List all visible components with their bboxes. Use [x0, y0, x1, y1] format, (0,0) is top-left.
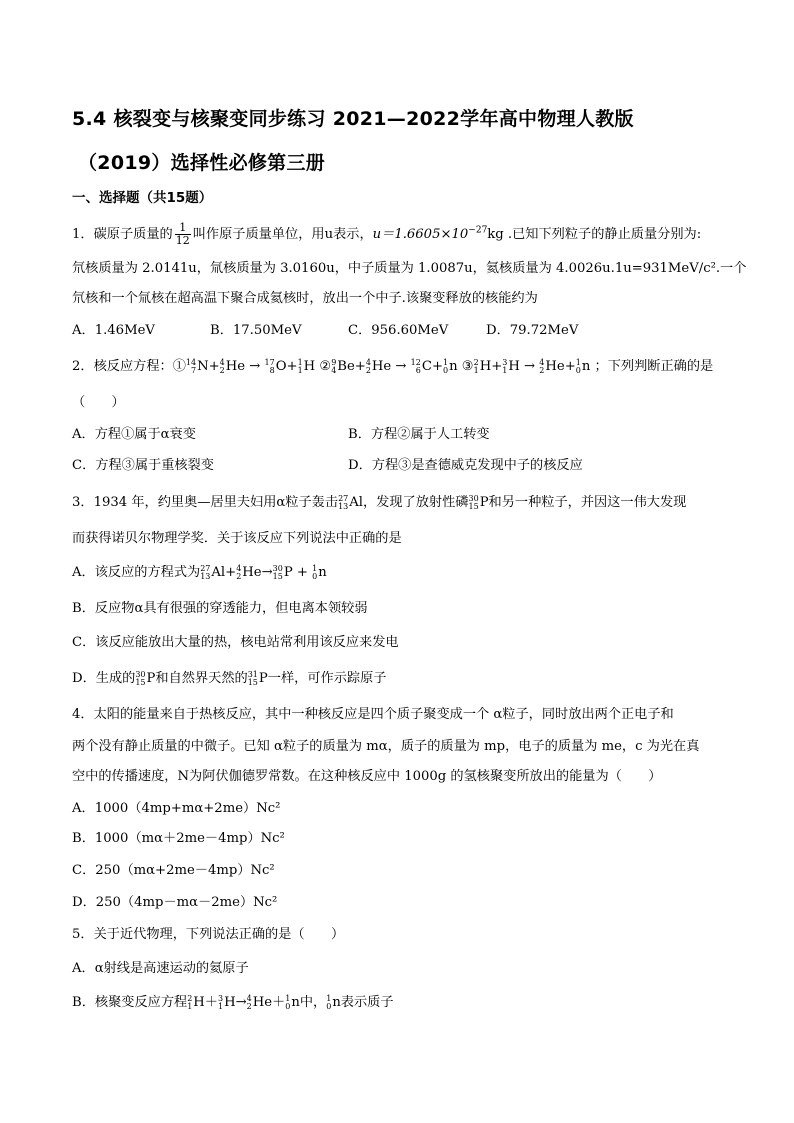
q4-option-a: A．1000（4mp+mα+2me）Nc²	[72, 801, 281, 816]
q2-line-1: 2．核反应方程：① 14 7 N+ 4 2 He → 17 8 O+ 1 1 H ② 9 4 Be+ 4 2 He → 12 6 C+ 1 0 n ③ 2 1 H+ 3 1 H → 4 2 He+ 1 0 n ；下列判断正确的是	[72, 357, 714, 375]
q5-option-b: B．核聚变反应方程 2 1 H＋ 3 1 H→ 4 2 He＋ 1 0 n中， 1 0 n表示质子	[72, 993, 394, 1011]
q1-option-b: B．17.50MeV	[210, 323, 302, 338]
q4-line-2: 两个没有静止质量的中微子。已知 α粒子的质量为 mα，质子的质量为 mp，电子的质量为 me，c 为光在真	[72, 739, 700, 754]
q1-line-3: 氘核和一个氚核在超高温下聚合成氦核时，放出一个中子.该聚变释放的核能约为	[72, 291, 538, 306]
q4-line-1: 4．太阳的能量来自于热核反应，其中一种核反应是四个质子聚变成一个 α粒子，同时放出两个正电子和	[72, 707, 674, 722]
q1-line-1: 1．碳原子质量的 $\frac{1}{12}$ 叫作原子质量单位，用u表示，$u=1.6605\times 10^{-27}kg$ .已知下列粒子的静止质量分别为:	[72, 221, 702, 247]
q3-option-a: A．该反应的方程式为 27 13 Al+ 4 2 He→ 30 15 P + 1 0 n	[72, 563, 327, 581]
q3-option-b: B．反应物α具有很强的穿透能力，但电离本领较弱	[72, 601, 368, 616]
q2-line-2: （ ）	[72, 395, 125, 410]
section-heading: 一、选择题（共15题）	[72, 190, 213, 206]
q3-option-c: C．该反应能放出大量的热，核电站常利用该反应来发电	[72, 635, 399, 650]
q3-option-d: D．生成的 30 15 P和自然界天然的 31 15 P一样，可作示踪原子	[72, 669, 387, 687]
q4-line-3: 空中的传播速度，N为阿伏伽德罗常数。在这种核反应中 1000g 的氢核聚变所放出的能量为（ ）	[72, 769, 662, 784]
q1-option-d: D．79.72MeV	[486, 323, 579, 338]
q2-option-a: A．方程①属于α衰变	[72, 427, 196, 442]
q2-option-d: D．方程③是查德威克发现中子的核反应	[348, 458, 583, 473]
q1-line-2: 氘核质量为 2.0141u，氚核质量为 3.0160u，中子质量为 1.0087u，氦核质量为 4.0026u.1u=931MeV/c².一个	[72, 261, 747, 276]
q4-option-b: B．1000（mα＋2me－4mp）Nc²	[72, 831, 285, 846]
q5-line-1: 5．关于近代物理，下列说法正确的是（ ）	[72, 927, 345, 942]
q5-option-a: A．α射线是高速运动的氦原子	[72, 961, 249, 976]
q1-option-c: C．956.60MeV	[348, 323, 449, 338]
q2-option-c: C．方程③属于重核裂变	[72, 458, 214, 473]
q3-line-2: 而获得诺贝尔物理学奖．关于该反应下列说法中正确的是	[72, 531, 402, 546]
q2-option-b: B．方程②属于人工转变	[348, 427, 490, 442]
q4-option-c: C．250（mα+2me－4mp）Nc²	[72, 863, 275, 878]
q1-option-a: A．1.46MeV	[72, 323, 155, 338]
q3-line-1: 3．1934 年，约里奥—居里夫妇用α粒子轰击 27 13 Al，发现了放射性磷 30 15 P和另一种粒子，并因这一伟大发现	[72, 493, 687, 511]
document-title-line-2: （2019）选择性必修第三册	[78, 152, 326, 174]
document-title-line-1: 5.4 核裂变与核聚变同步练习 2021—2022学年高中物理人教版	[72, 108, 634, 130]
fraction: $\frac{1}{12}$	[175, 221, 190, 247]
q4-option-d: D．250（4mp－mα－2me）Nc²	[72, 895, 278, 910]
